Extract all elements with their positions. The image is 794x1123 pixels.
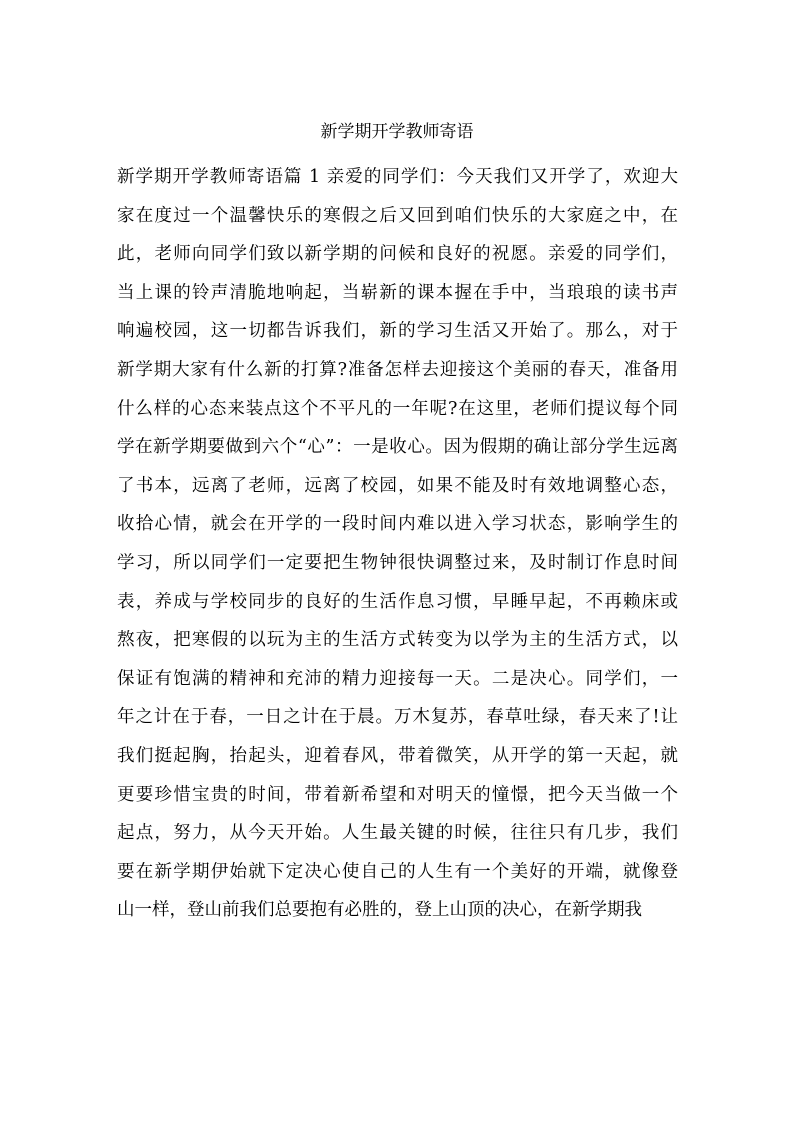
- body-line: 响遍校园，这一切都告诉我们，新的学习生活又开始了。那么，对于: [117, 321, 678, 342]
- body-line: 家在度过一个温馨快乐的寒假之后又回到咱们快乐的大家庭之中，在: [117, 205, 678, 226]
- body-line: 更要珍惜宝贵的时间，带着新希望和对明天的憧憬，把今天当做一个: [117, 784, 678, 805]
- body-line: 收拾心情，就会在开学的一段时间内难以进入学习状态，影响学生的: [117, 514, 678, 535]
- body-line: 熬夜，把寒假的以玩为主的生活方式转变为以学为主的生活方式，以: [117, 630, 678, 651]
- body-line: 当上课的铃声清脆地响起，当崭新的课本握在手中，当琅琅的读书声: [117, 282, 678, 303]
- body-line: 新学期开学教师寄语篇 1 亲爱的同学们：今天我们又开学了，欢迎大: [117, 167, 678, 187]
- body-line: 新学期大家有什么新的打算?准备怎样去迎接这个美丽的春天，准备用: [117, 359, 678, 380]
- body-line: 山一样，登山前我们总要抱有必胜的，登上山顶的决心，在新学期我: [117, 900, 642, 921]
- body-line: 了书本，远离了老师，远离了校园，如果不能及时有效地调整心态，: [117, 475, 678, 496]
- body-line: 学习，所以同学们一定要把生物钟很快调整过来，及时制订作息时间: [117, 552, 678, 573]
- body-line: 要在新学期伊始就下定决心使自己的人生有一个美好的开端，就像登: [117, 861, 678, 882]
- document-body: [117, 158, 678, 930]
- body-line: 起点，努力，从今天开始。人生最关键的时候，往往只有几步，我们: [117, 823, 678, 844]
- body-line: 什么样的心态来装点这个不平凡的一年呢?在这里，老师们提议每个同: [117, 398, 678, 419]
- body-line: 我们挺起胸，抬起头，迎着春风，带着微笑，从开学的第一天起，就: [117, 745, 678, 766]
- document-title: 新学期开学教师寄语: [320, 122, 474, 142]
- body-line: 年之计在于春，一日之计在于晨。万木复苏，春草吐绿，春天来了!让: [117, 707, 678, 728]
- body-line: 保证有饱满的精神和充沛的精力迎接每一天。二是决心。同学们，一: [117, 668, 678, 689]
- body-line: 此，老师向同学们致以新学期的问候和良好的祝愿。亲爱的同学们，: [117, 244, 678, 265]
- body-line: 学在新学期要做到六个“心”：一是收心。因为假期的确让部分学生远离: [117, 437, 678, 458]
- body-line: 表，养成与学校同步的良好的生活作息习惯，早睡早起，不再赖床或: [117, 591, 678, 612]
